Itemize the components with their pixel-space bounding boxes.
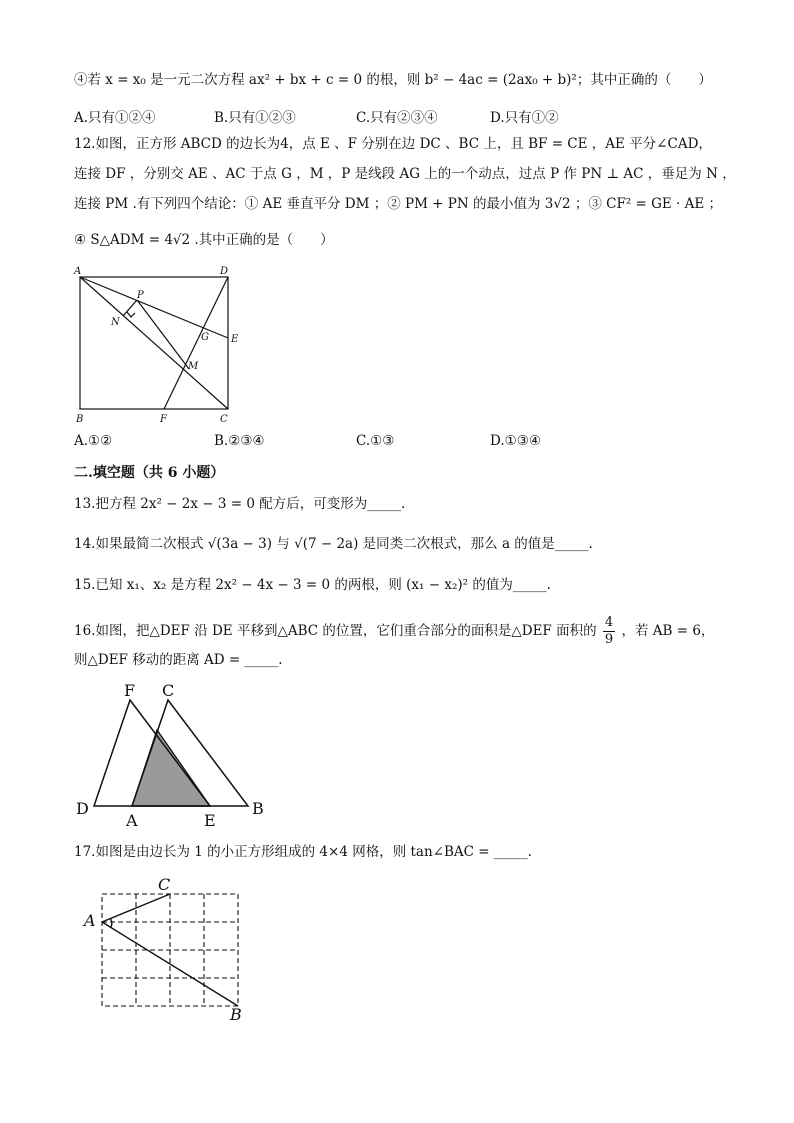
label-e: E xyxy=(204,811,216,830)
q16-line-2: 则△DEF 移动的距离 AD = _____. xyxy=(74,652,283,668)
q16-fraction xyxy=(603,615,615,648)
label-d: D xyxy=(76,799,89,818)
section-heading: 二.填空题（共 6 小题） xyxy=(74,465,225,481)
q11-option-c: C.只有②③④ xyxy=(356,110,438,126)
q16-fraction-numerator: 4 xyxy=(604,615,614,630)
label-f: F xyxy=(124,681,136,700)
right-angle-mark xyxy=(127,312,135,317)
q16-line-1 xyxy=(74,614,714,648)
q17-text: 17.如图是由边长为 1 的小正方形组成的 4×4 网格，则 tan∠BAC = _____. xyxy=(74,844,532,860)
label-a: A xyxy=(84,911,96,930)
label-g: G xyxy=(201,332,209,343)
label-n: N xyxy=(111,317,120,328)
label-f: F xyxy=(160,414,167,425)
q11-statement: ④若 x = x₀ 是一元二次方程 ax² + bx + c = 0 的根，则 b² − 4ac = (2ax₀ + b)²；其中正确的（ ） xyxy=(74,72,712,88)
label-c: C xyxy=(220,414,228,425)
label-a: A xyxy=(74,266,82,277)
segment-df xyxy=(164,277,228,409)
q12-line-4: ④ S△ADM = 4√2 .其中正确的是（ ） xyxy=(74,232,334,248)
label-p: P xyxy=(137,290,144,301)
q11-option-b: B.只有①②③ xyxy=(214,110,296,126)
label-c: C xyxy=(162,681,175,700)
diagonal-ac xyxy=(80,277,228,409)
q12-option-b: B.②③④ xyxy=(214,433,265,449)
q17-grid-figure xyxy=(80,870,260,1022)
q16-fraction-denominator: 9 xyxy=(604,632,614,647)
q12-option-c: C.①③ xyxy=(356,433,395,449)
q12-option-a: A.①② xyxy=(74,433,113,449)
q14-text: 14.如果最简二次根式 √(3a − 3) 与 √(7 − 2a) 是同类二次根式，那么 a 的值是_____. xyxy=(74,536,593,552)
q12-line-1: 12.如图，正方形 ABCD 的边长为4，点 E 、F 分别在边 DC 、BC 上，且 BF = CE ，AE 平分∠CAD， xyxy=(74,136,712,152)
q11-option-d: D.只有①② xyxy=(490,110,559,126)
q12-option-d: D.①③④ xyxy=(490,433,541,449)
q16-text-before: 16.如图，把△DEF 沿 DE 平移到△ABC 的位置，它们重合部分的面积是△DEF 面积的 xyxy=(74,623,597,639)
overlap-shaded-triangle xyxy=(132,730,210,806)
segment-ae xyxy=(80,277,228,338)
label-b: B xyxy=(230,1005,242,1022)
label-m: M xyxy=(188,361,199,372)
q15-text: 15.已知 x₁、x₂ 是方程 2x² − 4x − 3 = 0 的两根，则 (x₁ − x₂)² 的值为_____. xyxy=(74,577,551,593)
label-b: B xyxy=(252,799,264,818)
label-d: D xyxy=(220,266,229,277)
q13-text: 13.把方程 2x² − 2x − 3 = 0 配方后，可变形为_____. xyxy=(74,496,406,512)
label-e: E xyxy=(231,334,239,345)
q12-line-3: 连接 PM .有下列四个结论：① AE 垂直平分 DM ；② PM + PN 的最小值为 3√2 ；③ CF² = GE · AE ； xyxy=(74,196,723,212)
q11-option-a: A.只有①②④ xyxy=(74,110,156,126)
label-a: A xyxy=(126,811,138,830)
q16-text-after: ，若 AB = 6， xyxy=(621,623,715,639)
q16-triangle-figure xyxy=(72,680,282,830)
label-b: B xyxy=(76,414,84,425)
q12-line-2: 连接 DF ，分别交 AE 、AC 于点 G ，M ，P 是线段 AG 上的一个动点，过点 P 作 PN ⊥ AC ，垂足为 N ， xyxy=(74,166,736,182)
q12-square-figure xyxy=(70,262,250,432)
label-c: C xyxy=(158,875,171,894)
